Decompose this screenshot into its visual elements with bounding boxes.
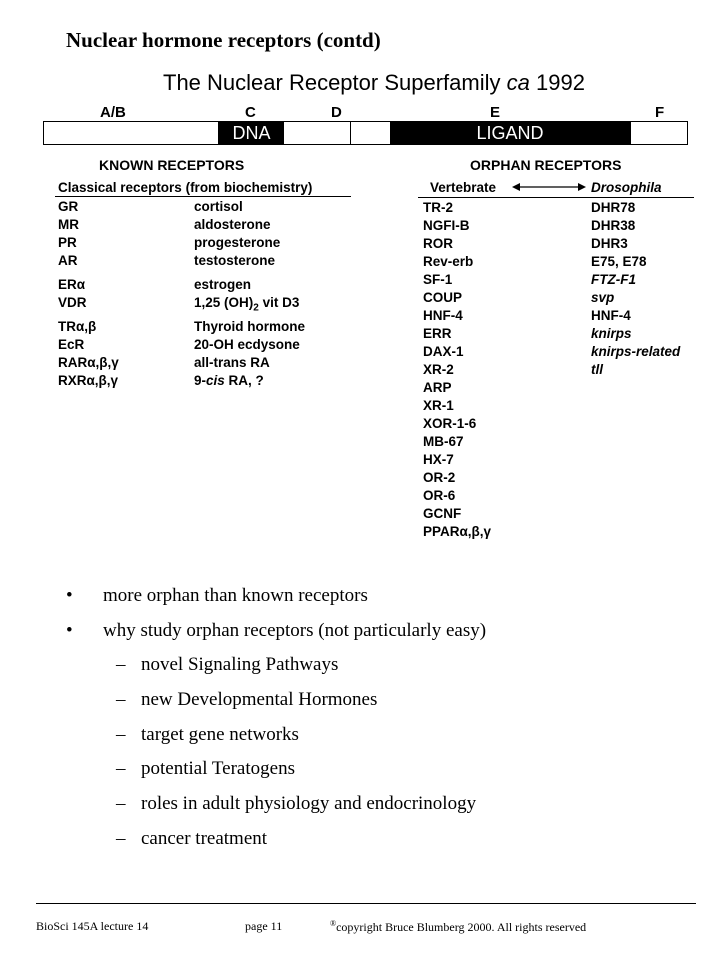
figure-title-year: 1992 [535, 70, 585, 95]
vertebrate-orphan-receptor: PPARα,β,γ [423, 524, 492, 539]
ligand-name: progesterone [194, 235, 281, 250]
ligand-name: 20-OH ecdysone [194, 337, 300, 352]
domain-label-ab: A/B [100, 104, 126, 121]
known-receptor-names [58, 198, 119, 390]
bullet-text: more orphan than known receptors [103, 585, 368, 606]
ligand-name [194, 294, 305, 312]
ligand-domain: LIGAND [390, 122, 630, 144]
vertebrate-label: Vertebrate [430, 180, 497, 195]
vertebrate-orphan-receptor: COUP [423, 290, 463, 305]
vertebrate-orphan-list [423, 199, 491, 541]
drosophila-orphan-receptor: FTZ-F1 [591, 272, 636, 287]
bullet-text: cancer treatment [141, 827, 268, 849]
vertebrate-orphan-receptor: HX-7 [423, 452, 454, 467]
receptor-name: TRα,β [58, 319, 97, 334]
domain-label-d: D [331, 104, 342, 121]
figure-title-main: The Nuclear Receptor Superfamily [163, 70, 501, 95]
double-arrow-icon [512, 181, 586, 193]
ligand-italic-text: cis [206, 373, 225, 388]
drosophila-orphan-receptor: tll [591, 362, 603, 377]
vertebrate-orphan-receptor: XOR-1-6 [423, 416, 477, 431]
dash-marker: – [116, 827, 126, 849]
footer-page-number: page 11 [245, 919, 283, 933]
copyright-text: copyright Bruce Blumberg 2000. All rights reserved [336, 920, 587, 934]
vertebrate-orphan-receptor: HNF-4 [423, 308, 463, 323]
receptor-name: RXRα,β,γ [58, 373, 119, 388]
vertebrate-orphan-receptor: OR-2 [423, 470, 456, 485]
domain-bar [43, 121, 688, 145]
bullet-text: roles in adult physiology and endocrinology [141, 793, 477, 815]
drosophila-orphan-receptor: knirps-related [591, 344, 681, 359]
footer-copyright [330, 919, 586, 935]
drosophila-label: Drosophila [591, 180, 662, 195]
vertebrate-orphan-receptor: GCNF [423, 506, 462, 521]
drosophila-orphan-receptor: DHR38 [591, 218, 636, 233]
drosophila-orphan-receptor: knirps [591, 326, 632, 341]
domain-label-c: C [245, 104, 256, 121]
bullet-marker: • [66, 585, 73, 606]
known-receptors-heading: KNOWN RECEPTORS [99, 157, 245, 173]
vertebrate-orphan-receptor: MB-67 [423, 434, 464, 449]
bullet-text: target gene networks [141, 723, 299, 745]
ligand-subscript: 2 [253, 302, 259, 314]
orphan-header-underline [418, 197, 694, 198]
vertebrate-orphan-receptor: ERR [423, 326, 452, 341]
orphan-receptors-heading: ORPHAN RECEPTORS [470, 157, 622, 173]
vertebrate-orphan-receptor: ARP [423, 380, 452, 395]
receptor-name: PR [58, 235, 77, 250]
bullet-text: novel Signaling Pathways [141, 654, 339, 676]
vertebrate-orphan-receptor: ROR [423, 236, 453, 251]
vertebrate-orphan-receptor: Rev-erb [423, 254, 474, 269]
vertebrate-orphan-receptor: XR-2 [423, 362, 454, 377]
dash-marker: – [116, 793, 126, 815]
domain-separator [350, 122, 351, 144]
bullet-text: potential Teratogens [141, 758, 295, 780]
ligand-text: RA, ? [224, 373, 264, 388]
figure-title-italic: ca [506, 70, 530, 95]
dna-domain: DNA [219, 122, 284, 144]
receptor-name: GR [58, 199, 79, 214]
ligand-name: estrogen [194, 277, 252, 292]
known-receptor-ligands [194, 198, 305, 390]
receptor-name: AR [58, 253, 78, 268]
ligand-name: testosterone [194, 253, 276, 268]
bullet-text: new Developmental Hormones [141, 689, 378, 711]
vertebrate-orphan-receptor: TR-2 [423, 200, 453, 215]
ligand-name: aldosterone [194, 217, 271, 232]
dash-marker: – [116, 723, 126, 745]
page-title: Nuclear hormone receptors (contd) [66, 28, 381, 52]
drosophila-orphan-receptor: DHR78 [591, 200, 636, 215]
drosophila-orphan-receptor: svp [591, 290, 615, 305]
receptor-name: MR [58, 217, 79, 232]
dash-marker: – [116, 654, 126, 676]
receptor-name: RARα,β,γ [58, 355, 119, 370]
domain-separator [630, 122, 631, 144]
drosophila-orphan-receptor: DHR3 [591, 236, 628, 251]
ligand-name: cortisol [194, 199, 243, 214]
bullet-marker: • [66, 619, 73, 641]
ligand-name: Thyroid hormone [194, 319, 305, 334]
drosophila-orphan-receptor: HNF-4 [591, 308, 631, 323]
vertebrate-orphan-receptor: XR-1 [423, 398, 454, 413]
drosophila-orphan-list [591, 199, 680, 379]
dash-marker: – [116, 758, 126, 780]
ligand-text: 9- [194, 373, 207, 388]
registered-symbol: ® [330, 919, 337, 928]
vertebrate-orphan-receptor: OR-6 [423, 488, 456, 503]
receptor-name: VDR [58, 295, 87, 310]
vertebrate-orphan-receptor: NGFI-B [423, 218, 470, 233]
vertebrate-orphan-receptor: SF-1 [423, 272, 453, 287]
footer-rule [36, 903, 696, 904]
domain-label-e: E [490, 104, 501, 121]
domain-label-f: F [655, 104, 665, 121]
classical-receptors-subheading: Classical receptors (from biochemistry) [58, 180, 313, 195]
vertebrate-orphan-receptor: DAX-1 [423, 344, 464, 359]
footer-course: BioSci 145A lecture 14 [36, 919, 149, 933]
ligand-text: 1,25 (OH) [194, 295, 254, 310]
ligand-name [194, 372, 305, 390]
bullet-text: why study orphan receptors (not particularly easy) [103, 619, 487, 641]
figure-title [163, 70, 585, 96]
ligand-text: vit D3 [258, 295, 300, 310]
ligand-name: all-trans RA [194, 355, 270, 370]
dash-marker: – [116, 689, 126, 711]
subheading-underline [55, 196, 351, 197]
receptor-name: EcR [58, 337, 85, 352]
drosophila-orphan-receptor: E75, E78 [591, 254, 647, 269]
receptor-name: ERα [58, 277, 86, 292]
